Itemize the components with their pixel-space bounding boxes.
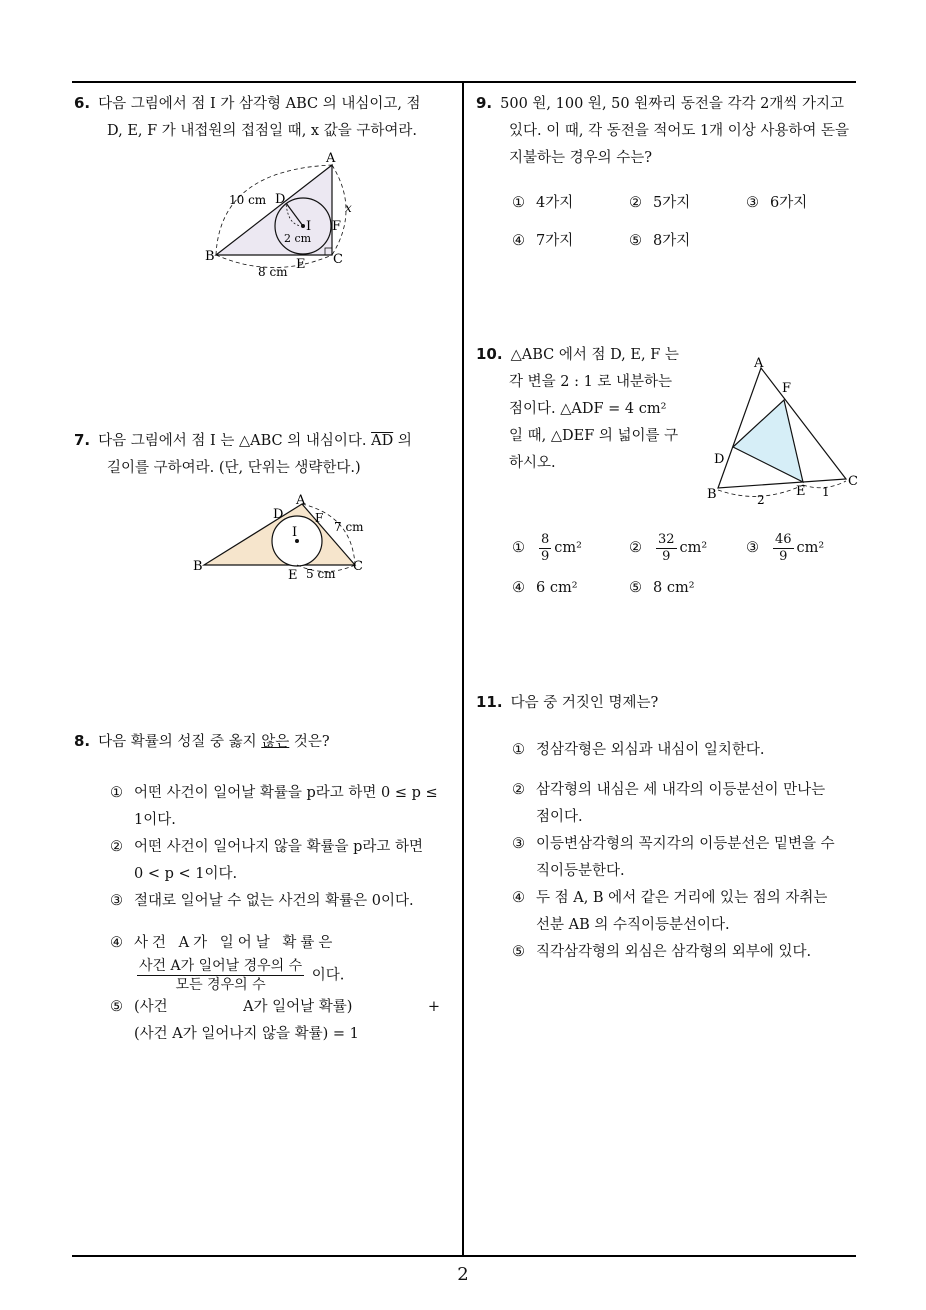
- q11-choice-5[interactable]: [512, 939, 852, 966]
- column-divider: [462, 81, 464, 1257]
- choice-text: (사건 A가 일어나지 않을 확률) = 1: [134, 1026, 359, 1042]
- choice-mark: ④: [110, 935, 123, 951]
- question-6: [74, 90, 458, 145]
- q8-choice-2[interactable]: [110, 834, 450, 888]
- question-7: [74, 427, 458, 482]
- choice-mark: ③: [746, 195, 759, 211]
- label-len-ac: 7 cm: [334, 520, 364, 534]
- q9-choice-3[interactable]: [746, 190, 807, 217]
- question-text: 있다. 이 때, 각 동전을 적어도 1개 이상 사용하여 돈을: [509, 123, 850, 139]
- question-9: [476, 90, 860, 172]
- q7-figure: [190, 490, 380, 585]
- question-number: 9.: [476, 94, 493, 112]
- choice-text: A가 일어날 확률): [243, 999, 353, 1015]
- question-text: 다음 그림에서 점 I 가 삼각형 ABC 의 내심이고, 점: [98, 96, 421, 112]
- label-e: E: [796, 484, 806, 499]
- label-d: D: [714, 452, 725, 467]
- q10-choice-2[interactable]: [629, 532, 707, 565]
- choice-text: 6 cm²: [536, 580, 578, 596]
- label-e: E: [288, 568, 298, 583]
- choice-mark: ②: [629, 540, 642, 556]
- q9-choice-4[interactable]: [512, 228, 573, 255]
- fraction-numerator: 32: [658, 532, 675, 547]
- label-i: I: [306, 219, 312, 234]
- top-rule: [72, 81, 856, 83]
- label-c: C: [848, 474, 858, 489]
- choice-text: 절대로 일어날 수 없는 사건의 확률은 0이다.: [134, 893, 414, 909]
- question-text: 점이다. △ADF = 4 cm²: [509, 401, 667, 417]
- triangle-def: [733, 400, 803, 482]
- fraction-denominator: 9: [662, 549, 671, 564]
- q10-figure: [700, 350, 870, 510]
- choice-fraction: [539, 532, 551, 565]
- label-b: B: [707, 487, 717, 502]
- choice-mark: ①: [512, 742, 525, 758]
- label-i: I: [292, 525, 298, 540]
- q9-choice-1[interactable]: [512, 190, 573, 217]
- q11-choice-1[interactable]: [512, 737, 852, 764]
- choice-text: 4가지: [536, 195, 574, 211]
- label-len-bc: 8 cm: [258, 265, 288, 279]
- choice-unit: cm²: [554, 540, 582, 556]
- question-number: 7.: [74, 431, 91, 449]
- choice-text: 삼각형의 내심은 세 내각의 이등분선이 만나는: [536, 782, 826, 798]
- label-len-ab: 10 cm: [229, 193, 267, 207]
- choice-mark: ④: [512, 233, 525, 249]
- q10-choice-1[interactable]: [512, 532, 582, 565]
- choice-text: +: [427, 999, 440, 1015]
- probability-fraction: [137, 957, 304, 994]
- question-text: 길이를 구하여라. (단, 단위는 생략한다.): [107, 460, 361, 476]
- label-f: F: [315, 511, 324, 525]
- question-text: 각 변을 2 : 1 로 내분하는: [509, 374, 673, 390]
- choice-mark: ④: [512, 580, 525, 596]
- fraction-numerator: 46: [775, 532, 792, 547]
- choice-text: 어떤 사건이 일어나지 않을 확률을 p라고 하면: [134, 839, 424, 855]
- label-ratio-1: 1: [822, 485, 830, 499]
- choice-text: 8 cm²: [653, 580, 695, 596]
- incenter-point: [301, 224, 305, 228]
- question-text: 다음 중 거짓인 명제는?: [510, 695, 659, 711]
- choice-mark: ⑤: [110, 999, 123, 1015]
- choice-mark: ⑤: [629, 580, 642, 596]
- choice-text: 정삼각형은 외심과 내심이 일치한다.: [536, 742, 765, 758]
- question-text: 다음 그림에서 점 I 는 △ABC 의 내심이다.: [98, 433, 367, 449]
- choice-mark: ②: [629, 195, 642, 211]
- choice-mark: ①: [512, 195, 525, 211]
- choice-fraction: [656, 532, 677, 565]
- label-x: x: [345, 201, 352, 215]
- fraction-denominator: 모든 경우의 수: [175, 977, 266, 993]
- q10-choice-4[interactable]: [512, 575, 578, 602]
- label-a: A: [754, 356, 764, 371]
- choice-text: 사건 A가 일어날 확률은: [134, 935, 337, 951]
- choice-text: 1이다.: [134, 812, 176, 828]
- label-f: F: [332, 219, 342, 234]
- q10-choice-3[interactable]: [746, 532, 824, 565]
- choice-mark: ②: [110, 839, 123, 855]
- segment-ad: $\overline{AD}$: [371, 433, 394, 449]
- choice-mark: ⑤: [512, 944, 525, 960]
- choice-text: 이등변삼각형의 꼭지각의 이등분선은 밑변을 수: [536, 836, 835, 852]
- label-b: B: [205, 249, 215, 264]
- choice-unit: cm²: [796, 540, 825, 556]
- question-text: 하시오.: [509, 455, 556, 471]
- label-c: C: [333, 252, 343, 267]
- triangle-abc: [216, 165, 332, 255]
- choice-mark: ③: [512, 836, 525, 852]
- label-b: B: [193, 559, 203, 574]
- question-11: [476, 689, 860, 717]
- q8-choice-1[interactable]: [110, 780, 450, 834]
- question-number: 10.: [476, 345, 503, 363]
- choice-mark: ①: [110, 785, 123, 801]
- fraction-denominator: 9: [779, 549, 788, 564]
- q11-choice-2[interactable]: [512, 777, 852, 831]
- choice-mark: ④: [512, 890, 525, 906]
- question-text: 다음 확률의 성질 중 옳지: [98, 734, 257, 750]
- choice-text: 어떤 사건이 일어날 확률을 p라고 하면 0 ≤ p ≤: [134, 785, 438, 801]
- choice-text: (사건: [134, 999, 168, 1015]
- choice-text: 이다.: [311, 967, 345, 984]
- q8-choice-3[interactable]: [110, 888, 450, 915]
- question-number: 6.: [74, 94, 91, 112]
- label-d: D: [273, 507, 284, 522]
- label-len-ec: 5 cm: [306, 567, 336, 581]
- question-text: 의: [397, 433, 412, 449]
- choice-text: 직각삼각형의 외심은 삼각형의 외부에 있다.: [536, 944, 812, 960]
- question-8: [74, 728, 458, 756]
- q8-choice-4[interactable]: [110, 930, 450, 994]
- ac-dimension-arc: [332, 165, 346, 255]
- question-10: [476, 341, 691, 477]
- q9-choice-5[interactable]: [629, 228, 690, 255]
- choice-text: 직이등분한다.: [536, 863, 625, 879]
- question-text: 500 원, 100 원, 50 원짜리 동전을 각각 2개씩 가지고: [500, 96, 844, 112]
- question-text: D, E, F 가 내접원의 접점일 때, x 값을 구하여라.: [107, 123, 417, 139]
- fraction-numerator: 사건 A가 일어날 경우의 수: [139, 958, 303, 974]
- question-emphasis: 않은: [261, 734, 290, 750]
- question-number: 8.: [74, 732, 91, 750]
- choice-fraction: [773, 532, 794, 565]
- q6-figure: [200, 150, 370, 285]
- label-d: D: [275, 192, 286, 207]
- page-number: 2: [457, 1264, 469, 1285]
- choice-text: 선분 AB 의 수직이등분선이다.: [536, 917, 730, 933]
- q10-choice-5[interactable]: [629, 575, 695, 602]
- choice-text: 두 점 A, B 에서 같은 거리에 있는 점의 자취는: [536, 890, 828, 906]
- choice-text: 점이다.: [536, 809, 583, 825]
- choice-mark: ③: [746, 540, 759, 556]
- label-radius: 2 cm: [284, 232, 312, 245]
- choice-mark: ③: [110, 893, 123, 909]
- bottom-rule: [72, 1255, 856, 1257]
- label-a: A: [326, 151, 336, 166]
- fraction-numerator: 8: [541, 532, 550, 547]
- choice-text: 6가지: [770, 195, 808, 211]
- label-a: A: [296, 493, 306, 508]
- choice-mark: ②: [512, 782, 525, 798]
- question-text: △ABC 에서 점 D, E, F 는: [510, 347, 679, 363]
- label-c: C: [353, 559, 363, 574]
- choice-text: 8가지: [653, 233, 691, 249]
- choice-text: 5가지: [653, 195, 691, 211]
- q11-choice-3[interactable]: [512, 831, 852, 885]
- q9-choice-2[interactable]: [629, 190, 690, 217]
- choice-text: 7가지: [536, 233, 574, 249]
- label-e: E: [296, 257, 306, 272]
- choice-mark: ⑤: [629, 233, 642, 249]
- q11-choice-4[interactable]: [512, 885, 852, 939]
- question-text: 지불하는 경우의 수는?: [509, 150, 653, 166]
- q8-choice-5[interactable]: [110, 994, 440, 1048]
- choice-text: 0 < p < 1이다.: [134, 866, 238, 882]
- label-ratio-2: 2: [757, 493, 765, 507]
- label-f: F: [782, 381, 792, 396]
- choice-unit: cm²: [679, 540, 708, 556]
- question-text: 일 때, △DEF 의 넓이를 구: [509, 428, 679, 444]
- fraction-denominator: 9: [541, 549, 550, 564]
- choice-mark: ①: [512, 540, 525, 556]
- question-text: 것은?: [293, 734, 330, 750]
- question-number: 11.: [476, 693, 503, 711]
